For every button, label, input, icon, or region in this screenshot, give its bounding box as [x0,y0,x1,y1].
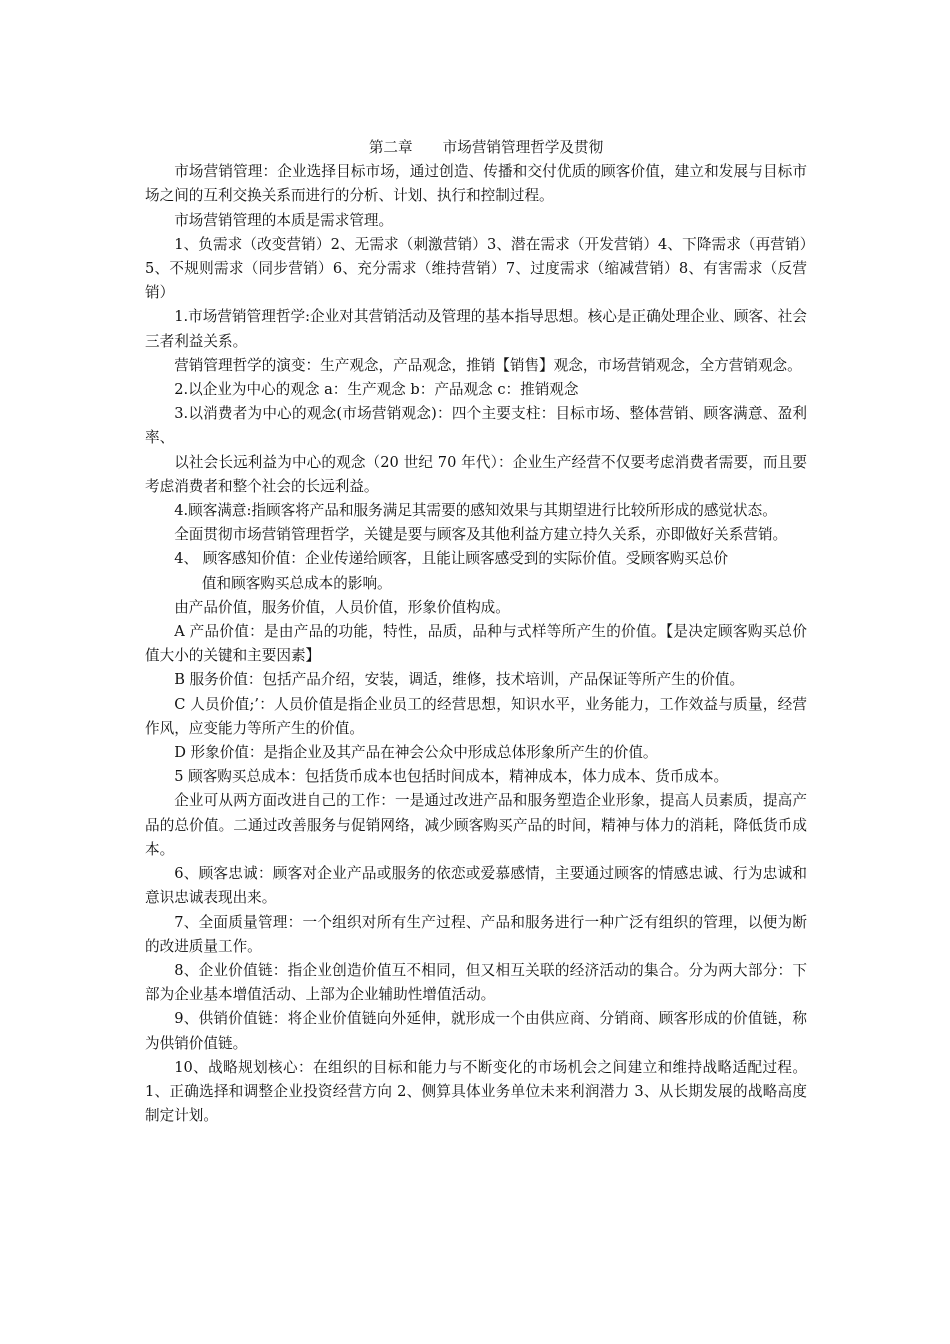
paragraph: 6、顾客忠诚：顾客对企业产品或服务的依恋或爱慕感情，主要通过顾客的情感忠诚、行为忠诚和意识忠诚表现出来。 [145,865,807,907]
paragraph: D 形象价值：是指企业及其产品在神会公众中形成总体形象所产生的价值。 [174,744,658,762]
paragraph: 1、负需求（改变营销）2、无需求（刺激营销）3、潜在需求（开发营销）4、下降需求（再营销）5、不规则需求（同步营销）6、充分需求（维持营销）7、过度需求（缩减营销）8、有害需求（反营销） [145,235,807,302]
paragraph-line: 值和顾客购买总成本的影响。 [201,574,392,592]
paragraph-hanging [145,547,807,595]
paragraph: 市场营销管理：企业选择目标市场，通过创造、传播和交付优质的顾客价值，建立和发展与目标市场之间的互利交换关系而进行的分析、计划、执行和控制过程。 [145,163,807,205]
paragraph: A 产品价值：是由产品的功能，特性，品质，品种与式样等所产生的价值。【是决定顾客购买总价值大小的关键和主要因素】 [145,623,807,665]
chapter-subject: 市场营销管理哲学及贯彻 [442,139,604,156]
paragraph: 企业可从两方面改进自己的工作：一是通过改进产品和服务塑造企业形象，提高人员素质，提高产品的总价值。二通过改善服务与促销网络，减少顾客购买产品的时间，精神与体力的消耗，降低货币成本。 [145,792,807,858]
paragraph: C 人员价值;’：人员价值是指企业员工的经营思想，知识水平，业务能力，工作效益与质量，经营作风，应变能力等所产生的价值。 [145,695,807,737]
paragraph: 2.以企业为中心的观念 a：生产观念 b：产品观念 c：推销观念 [174,381,579,399]
paragraph: 由产品价值，服务价值，人员价值，形象价值构成。 [174,598,510,616]
paragraph: 10、战略规划核心：在组织的目标和能力与不断变化的市场机会之间建立和维持战略适配过程。 1、正确选择和调整企业投资经营方向 2、侧算具体业务单位未来利润潜力 3、从长期发展的战略高度制定计划。 [145,1058,807,1125]
paragraph: 以社会长远利益为中心的观念（20 世纪 70 年代）：企业生产经营不仅要考虑消费者需要，而且要考虑消费者和整个社会的长远利益。 [145,453,807,495]
paragraph: 市场营销管理的本质是需求管理。 [174,211,394,229]
paragraph: 9、供销价值链：将企业价值链向外延伸，就形成一个由供应商、分销商、顾客形成的价值链，称为供销价值链。 [145,1010,807,1052]
paragraph: 4.顾客满意:指顾客将产品和服务满足其需要的感知效果与其期望进行比较所形成的感觉状态。 [174,502,777,520]
paragraph: 营销管理哲学的演变：生产观念，产品观念，推销【销售】观念，市场营销观念，全方营销观念。 [174,356,802,374]
chapter-number: 第二章 [368,139,413,156]
document-body [145,136,807,1128]
paragraph: 1.市场营销管理哲学:企业对其营销活动及管理的基本指导思想。核心是正确处理企业、顾客、社会三者利益关系。 [145,308,807,350]
paragraph: 全面贯彻市场营销管理哲学，关键是要与顾客及其他利益方建立持久关系，亦即做好关系营销。 [174,526,788,544]
paragraph: B 服务价值：包括产品介绍，安装，调适，维修，技术培训，产品保证等所产生的价值。 [174,671,745,689]
paragraph: 8、企业价值链：指企业创造价值互不相同，但又相互关联的经济活动的集合。分为两大部分：下部为企业基本增值活动、上部为企业辅助性增值活动。 [145,961,807,1004]
chapter-title [165,136,807,160]
paragraph: 3.以消费者为中心的观念(市场营销观念)：四个主要支柱：目标市场、整体营销、顾客满意、盈利率、 [145,405,807,447]
paragraph: 7、全面质量管理：一个组织对所有生产过程、产品和服务进行一种广泛有组织的管理，以便为断的改进质量工作。 [145,913,807,955]
paragraph: 5 顾客购买总成本：包括货币成本也包括时间成本，精神成本，体力成本、货币成本。 [174,768,729,786]
paragraph-line: 4、 顾客感知价值：企业传递给顾客，且能让顾客感受到的实际价值。受顾客购买总价 [174,550,729,568]
